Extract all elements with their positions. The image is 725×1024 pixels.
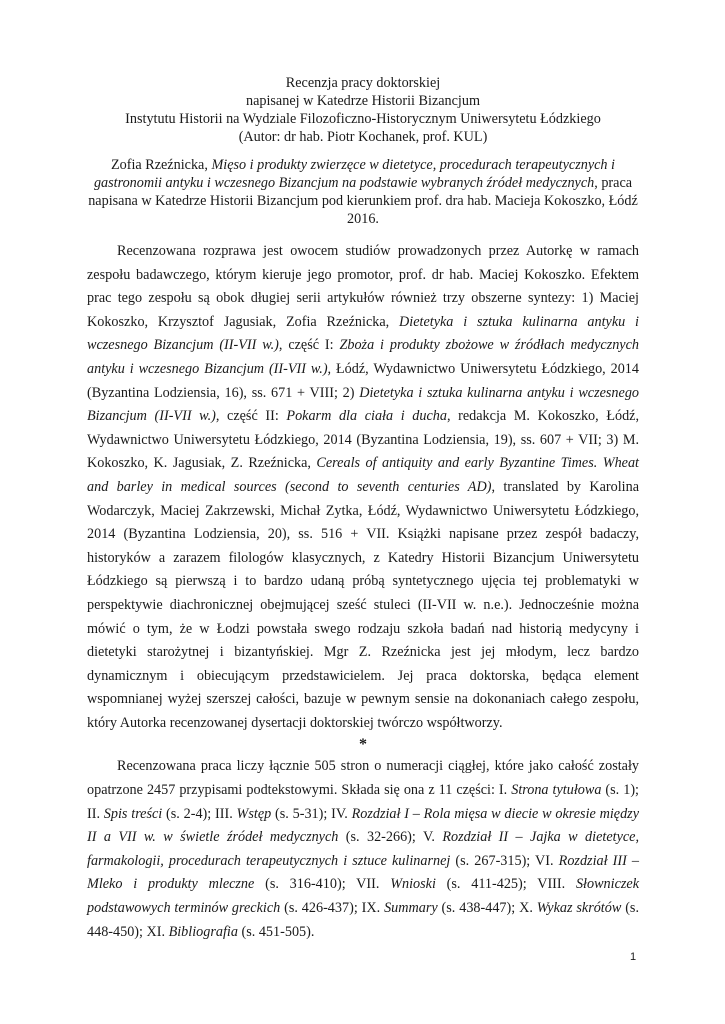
- part-title: Wykaz skrótów: [536, 900, 622, 917]
- text-run: Recenzowana rozprawa jest owocem studiów prowadzonych przez Autorkę w ramach zespołu badawczego, którym kieruje jego promotor, prof. dr hab. Maciej Kokoszko. Efektem prac tego zespołu są obok długiej serii artykułów również trzy obszerne syntezy: 1) Maciej Kokoszko, Krzysztof Jagusiak, Zofia Rzeźnicka,: [87, 243, 639, 330]
- text-run: (s. 438-447); X.: [437, 900, 537, 917]
- part-title: Summary: [384, 900, 438, 917]
- review-heading: [87, 74, 639, 146]
- citation-details: , praca napisana w Katedrze Historii Bizancjum pod kierunkiem prof. dra hab. Macieja Kokoszko, Łódź 2016.: [88, 175, 638, 227]
- text-run: Recenzowana praca liczy łącznie 505 stron o numeracji ciągłej, które jako całość zostały opatrzone 2457 przypisami podtekstowymi. Składa się ona z 11 części: I.: [87, 758, 639, 799]
- part-title: Słowniczek podstawowych terminów greckich: [87, 876, 639, 917]
- book-title: Zboża i produkty zbożowe w źródłach medycznych antyku i wczesnego Bizancjum (II-VII w.),: [87, 337, 639, 377]
- text-run: (s. 2-4); III.: [162, 805, 237, 822]
- part-title: Rozdział III – Mleko i produkty mleczne: [87, 852, 639, 893]
- book-title: Dietetyka i sztuka kulinarna antyku i wczesnego Bizancjum (II-VII w.): [87, 313, 639, 354]
- page-number: 1: [630, 951, 637, 963]
- text-run: , część I:: [278, 337, 340, 354]
- heading-line-3: Instytutu Historii na Wydziale Filozoficzno-Historycznym Uniwersytetu Łódzkiego: [125, 111, 601, 127]
- text-run: Łódź, Wydawnictwo Uniwersytetu Łódzkiego, 2014 (Byzantina Lodziensia, 16), ss. 671 + VIII; 2): [87, 360, 639, 401]
- section-separator: *: [359, 736, 367, 754]
- heading-line-2: napisanej w Katedrze Historii Bizancjum: [245, 93, 481, 109]
- text-run: (s. 267-315); VI.: [450, 852, 559, 869]
- part-title: Strona tytułowa: [511, 782, 602, 799]
- citation-author: Zofia Rzeźnicka,: [110, 157, 212, 173]
- text-run: (s. 451-505).: [237, 923, 315, 940]
- paragraph-introduction: [87, 240, 639, 735]
- book-title: Dietetyka i sztuka kulinarna antyku i wczesnego Bizancjum (II-VII w.): [87, 384, 640, 425]
- text-run: (s. 32-266); V.: [338, 829, 443, 846]
- text-run: (s. 426-437); IX.: [280, 900, 385, 917]
- citation-title: Mięso i produkty zwierzęce w dietetyce, procedurach terapeutycznych i gastronomii antyku i wczesnego Bizancjum na podstawie wybranych źródeł medycznych: [93, 157, 615, 191]
- heading-line-4: (Autor: dr hab. Piotr Kochanek, prof. KUL): [238, 129, 488, 145]
- text-run: , część II:: [215, 408, 287, 425]
- document-page: [87, 74, 639, 944]
- book-title: Cereals of antiquity and early Byzantine Times. Wheat and barley in medical sources (second to seventh centuries AD): [87, 455, 639, 495]
- part-title: Bibliografia: [168, 923, 238, 940]
- text-run: (s. 1); II.: [87, 782, 640, 822]
- text-run: (s. 411-425); VIII.: [435, 876, 576, 893]
- part-title: Spis treści: [103, 805, 163, 822]
- part-title: Rozdział II – Jajka w dietetyce, farmakologii, procedurach terapeutycznych i sztuce kulinarnej: [87, 829, 640, 869]
- dissertation-citation: [87, 156, 639, 228]
- text-run: (s. 316-410); VII.: [254, 876, 391, 893]
- heading-line-1: Recenzja pracy doktorskiej: [285, 75, 441, 91]
- book-title: Pokarm dla ciała i ducha: [286, 408, 447, 425]
- part-title: Wnioski: [390, 876, 436, 893]
- text-run: , redakcja M. Kokoszko, Łódź, Wydawnictwo Uniwersytetu Łódzkiego, 2014 (Byzantina Lodziensia, 19), ss. 607 + VII; 3) M. Kokoszko, K. Jagusiak, Z. Rzeźnicka,: [87, 408, 640, 472]
- text-run: (s. 448-450); XI.: [87, 900, 639, 940]
- paragraph-structure: [87, 755, 639, 944]
- text-run: (s. 5-31); IV.: [271, 805, 352, 822]
- text-run: , translated by Karolina Wodarczyk, Maciej Zakrzewski, Michał Zytka, Łódź, Wydawnictwo Uniwersytetu Łódzkiego, 2014 (Byzantina Lodziensia, 20), ss. 516 + VII. Książki napisane przez zespół badaczy, historyków a zarazem filologów klasycznych, z Katedry Historii Bizancjum Uniwersytetu Łódzkiego są pierwszą i to bardzo udaną próbą syntetycznego ujęcia tej problematyki w perspektywie diachronicznej obejmującej sześć stuleci (II-VII w. n.e.). Jednocześnie można mówić o tym, że w Łodzi powstała swego rodzaju szkoła badań nad historią medycyny i dietetyki starożytnej i bizantyńskiej. Mgr Z. Rzeźnicka jest jej młodym, lecz bardzo dynamicznym i obiecującym przedstawicielem. Jej praca doktorska, będąca element wspomnianej wyżej szerszej całości, bazuje w pewnym sensie na dokonaniach całego zespołu, który Autorka recenzowanej dysertacji doktorskiej twórczo współtworzy.: [87, 478, 639, 731]
- part-title: Wstęp: [236, 805, 272, 822]
- part-title: Rozdział I – Rola mięsa w diecie w okresie między II a VII w. w świetle źródeł medycznych: [87, 805, 640, 846]
